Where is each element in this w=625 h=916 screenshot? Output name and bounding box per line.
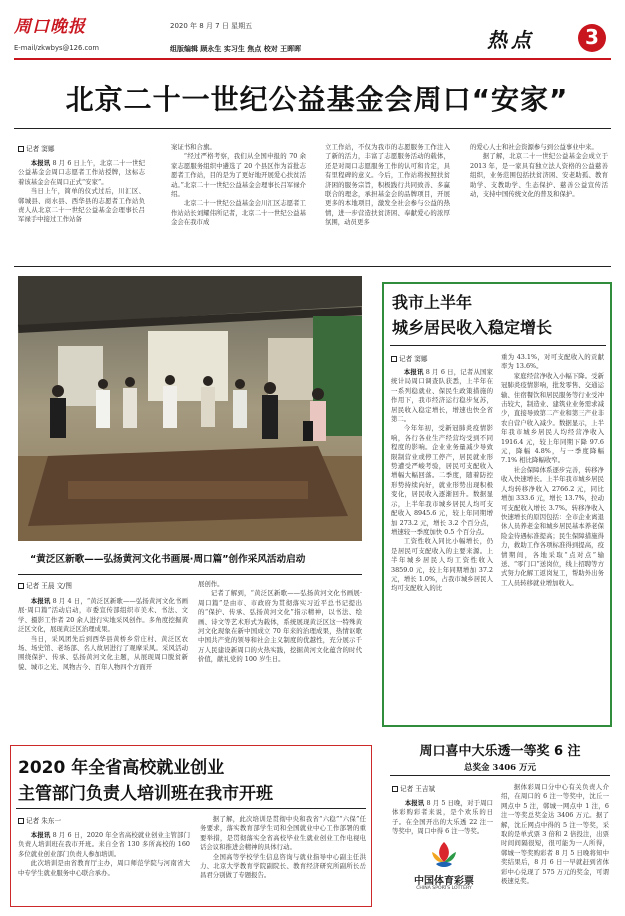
article-income-title-line1: 我市上半年 — [392, 293, 473, 312]
lead-tag: 本报讯 — [403, 368, 424, 376]
article-training-col1: 本报讯 8 月 6 日，2020 年全省高校就业创业主管部门负责人培训班在我市开班。来自全省 130 多所高校的 160 多位就业创业部门负责人参加培训。 此次培训是由省教育厅主办，周口师范学院与河南省大中专学生就业服务中心联合承办。 — [18, 831, 190, 877]
section-name: 热点 — [487, 28, 535, 52]
news-photo — [18, 276, 362, 541]
article-income-byline: 记者 窦娜 — [391, 353, 427, 363]
article-lottery-byline: 记者 王吉斌 — [392, 783, 435, 793]
lottery-logo-subtext: CHINA SPORTS LOTTERY — [416, 886, 472, 891]
article-training-col2: 据了解，此次培训是贯彻中央和我省“六稳”“六保”任务要求，落实教育部学生司和全国就业中心工作部署的重要举措，是贯彻落实全省高校毕业生就业创业工作电视电话会议和推进会精神的具体行动。 全国高等学校学生信息咨询与就业指导中心副主任洪力、北京大学教育学院副院长、教育经济研究所副所长岳昌君分别做了专题报告。 — [200, 815, 366, 880]
article-lottery-title: 周口喜中大乐透一等奖 6 注 — [419, 744, 581, 759]
article-foundation-col1: 本报讯 8 月 6 日上午，北京二十一世纪公益基金会周口志愿者工作站授牌，这标志着该基金会在周口正式“安家”。 当日上午，简单的仪式过后，川汇区、郸城县、商水县、西华县的志愿者工作站负责人从北京二十一世纪公益基金会理事长吕军禄手中接过工作站备 — [18, 159, 145, 224]
article-income-col1: 本报讯 8 月 6 日，记者从国家统计局周口调查队获悉，上半年在一系列稳就业、保民生政策措施的作用下，我市经济运行稳步复苏，居民收入稳定增长，增速也快全省第二。 今年年初，受新冠肺炎疫情影响，各行各业生产经营均受到不同程度的影响。企业业务量减少导致限制营业或停工停产，居民就业形势遭受严峻考验，居民可支配收入增幅大幅回落。二季度，随着防控形势持续向好，就业形势出现积极变化，居民收入逐渐回升。数据显示，上半年我市城乡居民人均可支配收入 8945.6 元，较上年同期增加 273.2 元，增长 3.2 个百分点，增速较一季度加快 0.5 个百分点。 工资性收入同比小幅增长，仍是居民可支配收入的主要来源。上半年城乡居民人均工资性收入 3859.0 元，较上年同期增加 37.2 元，增长 1.0%，占我市城乡居民人均可支配收入的比 — [391, 368, 493, 593]
page-number: 3 — [585, 25, 599, 49]
article-income-col2: 重为 43.1%，对可支配收入的贡献率为 13.6%。 家庭经营净收入小幅下降。受新冠肺炎疫情影响，批发零售、交通运输、住宿餐饮和居民服务等行业受冲击较大，制造业、建筑业业务需求减少，直接导致第二产业和第三产业非农自营户收入减少。数据显示，上半年我市城乡居民人均经营净收入 1916.4 元，较上年同期下降 97.6 元，降幅 4.8%，与一季度降幅 7.1% 相比降幅收窄。 社会保障体系逐步完善，转移净收入快速增长。上半年我市城乡居民人均转移净收入 2766.2 元，同比增加 333.6 元，增长 13.7%，拉动可支配收入增长 3.7%。转移净收入快速增长的原因包括：全市企业离退休人员养老金和城乡居民基本养老保险金待遇标准提高；民生保障措施得力，救助工作各项标准得到提高，疫情期间，各地采取“点对点”输送、“零门口”送岗位，线上招聘等方式努力化解工返岗复工，帮助外出务工人员转移就业增加收入。 — [501, 353, 604, 587]
article-yellow-river-byline: 记者 王晨 文/图 — [18, 580, 72, 590]
title-rule — [14, 128, 611, 129]
article-income-rule — [390, 345, 606, 346]
article-lottery-col1: 本报讯 8 月 5 日晚，对于周口体彩购彩者来说，是个欢乐的日子。在全国开出的大乐透 22 注一等奖中，周口中得 6 注一等奖。 — [392, 799, 493, 836]
article-foundation-title: 北京二十一世纪公益基金会周口“安家” — [65, 83, 569, 116]
article-training-byline: 记者 朱东一 — [18, 815, 61, 825]
article-foundation-col2: 案证书和合旗。 “经过严格考察，我们从全国申报的 70 余家志愿服务组织中遴选了 20 个县区作为首批志愿者工作站，目的是为了更好地开展爱心扶贫活动。”北京二十一世纪公益基金会理事长吕军禄介绍。 北京二十一世纪公益基金会川汇区志愿者工作站站长刘耀伟所记者，北京二十一世纪公益基金会在我市成 — [171, 143, 306, 227]
byline-square-icon — [18, 146, 24, 152]
article-lottery-col2: 据体彩周口分中心有关负责人介绍，在周口的 6 注一等奖中，沈丘一网点中 5 注，郸城一网点中 1 注，6 注一等奖总奖金达 3406 万元。据了解，沈丘网点中得的 5 注一等奖，采取的是单式票 3 倍和 2 倍投注，出票时间间隔很短，很可能为一人所得，郸城一等奖购彩者 8 月 5 日晚将知中奖结果后，8 月 6 日一早就赶到省体彩中心兑现了 575 万元的奖金，可谓极速兑奖。 — [501, 783, 609, 886]
article-training-rule — [16, 808, 366, 809]
byline-square-icon — [392, 786, 398, 792]
byline-square-icon — [18, 818, 24, 824]
article-foundation-col3: 立工作站，不仅为我市的志愿服务工作注入了新的活力，丰富了志愿服务活动的载体，还是对周口志愿服务工作的认可和肯定，具有里程碑的意义。今后，工作站将按照扶贫济困的服务宗旨，积极践行共同致善、多赢联合的理念，承担基金会的品牌项目，开展更多的本地项目，激发全社会参与公益的热情，进一步营造扶贫济困、奉献爱心的浓厚氛围，动员更多 — [325, 143, 450, 227]
article-training-title-line1: 2020 年全省高校就业创业 — [18, 758, 225, 778]
photo-caption: “黄泛区新歌——弘扬黄河文化书画展·周口篇”创作采风活动启动 — [30, 554, 306, 565]
newspaper-logo: 周口晚报 — [14, 17, 86, 37]
lead-tag: 本报讯 — [404, 799, 425, 807]
masthead-email: E-mail/zkwbys@126.com — [14, 44, 99, 52]
masthead-date: 2020 年 8 月 7 日 星期五 — [170, 22, 253, 30]
masthead-editors: 组版编辑 顾永生 实习生 焦点 校对 王晖晖 — [170, 45, 302, 53]
lead-tag: 本报讯 — [30, 597, 51, 605]
article-foundation-bottom-rule — [14, 266, 611, 267]
article-foundation-byline: 记者 窦娜 — [18, 143, 54, 153]
article-foundation-col4: 的爱心人士和社会资源参与到公益事业中来。 据了解，北京二十一世纪公益基金会成立于 2013 年，是一家具有独立法人资格的公益慈善组织，业务范围包括扶贫济困、安老助孤、教育助学、支教助学、生态保护、慈善公益宣传活动，支持中国传统文化的普及和保护。 — [470, 143, 608, 199]
article-yellow-river-col1: 本报讯 8 月 4 日，“黄泛区新歌——弘扬黄河文化书画展·周口篇”活动启动，市委宣传部组织市美术、书法、文学、摄影工作者 20 余人进行实地采风创作。多角度挖掘黄泛区文化，展现黄泛区治理成果。 当日，采风团先后到西华县黄桥乡常庄村、黄泛区农场、场史馆、老场部、名人故居进行了观摩采风。采风活动围绕保护、传承、弘扬黄河文化主题，从展现周口脱贫新貌、城市之光、风物古今、百年人物四个方面开 — [18, 597, 188, 671]
masthead-rule — [14, 58, 611, 60]
photo-illustration — [18, 276, 362, 541]
article-yellow-river-col2: 展创作。 记者了解到，“黄泛区新歌——弘扬黄河文化书画展·周口篇”是由市、市政府为贯彻落实习近平总书记提出的“保护、传承、弘扬黄河文化”指示精神，以书法、绘画、诗文等艺术形式为载体，系统展现黄泛区这一特殊黄河文化现象在新中国成立 70 年来的治理成果，热情讴歌中国共产党的领导和社会主义制度的优越性，充分展示千万人民建设新周口的火热实践，挖掘黄河文化蕴含的时代价值，献礼党的 100 岁生日。 — [198, 580, 362, 664]
lottery-logo-icon — [428, 840, 460, 870]
article-income-title-line2: 城乡居民收入稳定增长 — [392, 318, 553, 337]
lottery-logo-text: 中国体育彩票 — [414, 876, 474, 887]
byline-square-icon — [391, 356, 397, 362]
lead-tag: 本报讯 — [30, 831, 51, 839]
article-yellow-river-rule — [18, 574, 362, 575]
lead-tag: 本报讯 — [30, 159, 51, 167]
article-training-title-line2: 主管部门负责人培训班在我市开班 — [18, 784, 273, 804]
article-lottery-subtitle: 总奖金 3406 万元 — [463, 763, 537, 773]
byline-square-icon — [18, 583, 24, 589]
article-lottery-rule — [390, 775, 610, 776]
